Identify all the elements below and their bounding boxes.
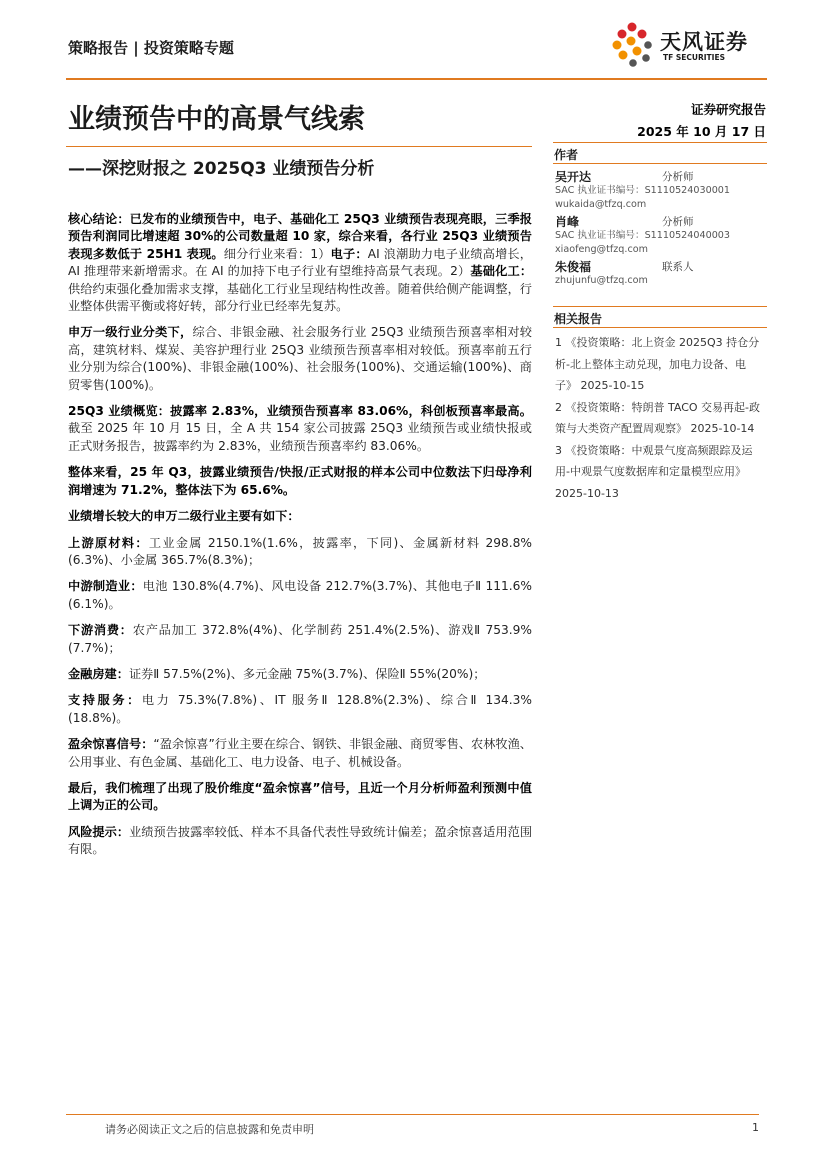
related-report-item[interactable]: 1 《投资策略：北上资金 2025Q3 持仓分析-北上整体主动兑现，加电力设备、电子》 2025-10-15 [555, 336, 760, 392]
title-divider [66, 146, 532, 147]
paragraph [68, 666, 532, 683]
bold-text: 上游原材料： [68, 535, 149, 550]
paragraph [68, 780, 532, 815]
author-sac: SAC 执业证书编号：S1110524030001 [555, 185, 731, 196]
author-role: 分析师 [662, 171, 694, 183]
bold-text: 金融房建： [68, 666, 129, 681]
body-text: 电池 130.8%(4.7%)、风电设备 212.7%(3.7%)、其他电子Ⅱ 111.6%(6.1%)。 [68, 579, 533, 611]
author-block [555, 259, 767, 288]
page-number: 1 [752, 1121, 759, 1134]
paragraph [68, 508, 532, 525]
sidebar-divider [553, 163, 767, 164]
core-conclusion [68, 211, 532, 315]
author-email[interactable]: xiaofeng@tfzq.com [555, 244, 648, 255]
bold-text: 下游消费： [68, 623, 133, 638]
body-text: 供给约束强化叠加需求支撑，基础化工行业呈现结构性改善。随着供给侧产能调整，行业整体供需平衡或将好转，部分行业已经率先复苏。 [68, 281, 532, 314]
paragraph [68, 692, 532, 727]
bold-text: 风险提示： [68, 824, 130, 839]
bold-text: 盈余惊喜信号： [68, 737, 154, 752]
author-block [555, 169, 767, 212]
sidebar-divider [553, 142, 767, 143]
report-date: 2025 年 10 月 17 日 [637, 124, 766, 139]
author-name: 朱俊福 [555, 260, 592, 274]
bold-text: 基础化工： [470, 264, 533, 279]
bold-text: 支持服务： [68, 693, 142, 708]
body-text: 业绩预告披露率较低、样本不具备代表性导致统计偏差；盈余惊喜适用范围有限。 [68, 824, 533, 857]
main-content [68, 211, 532, 868]
report-category: 策略报告 | 投资策略专题 [68, 39, 234, 57]
author-block [555, 214, 767, 257]
author-role: 分析师 [662, 216, 694, 228]
company-logo [610, 21, 760, 69]
paragraph [68, 403, 532, 455]
risk-warning [68, 824, 532, 859]
author-name: 肖峰 [555, 215, 580, 229]
related-report-item[interactable]: 3 《投资策略：中观景气度高频跟踪及运用-中观景气度数据库和定量模型应用》 2025-10-13 [555, 443, 753, 500]
related-report-item[interactable]: 2 《投资策略：特朗普 TACO 交易再起-政策与大类资产配置周观察》 2025-10-14 [555, 400, 760, 435]
paragraph [68, 622, 532, 657]
authors-heading: 作者 [554, 148, 579, 162]
bold-text: 申万一级行业分类下， [68, 325, 193, 340]
bold-text: 中游制造业： [68, 579, 143, 594]
logo-mark-icon [610, 21, 658, 69]
paragraph [68, 535, 532, 570]
page-title: 业绩预告中的高景气线索 [68, 104, 365, 135]
related-reports-list [555, 332, 767, 504]
body-text: 截至 2025 年 10 月 15 日，全 A 共 154 家公司披露 25Q3 业绩预告或业绩快报或正式财务报告，披露率约为 2.83%，业绩预告预喜率约 83.06%。 [68, 421, 532, 453]
bold-text: 核心结论：已发布的业绩预告中，电子、基础化工 25Q3 业绩预告表现亮眼，三季报预告利润同比增速超 30%的公司数量超 10 家，综合来看，各行业 25Q3 业绩预告表现多数低于 25H1 表现。 [68, 212, 532, 261]
footer-divider [66, 1114, 759, 1115]
sidebar-divider [553, 306, 767, 307]
author-email[interactable]: wukaida@tfzq.com [555, 199, 647, 210]
sidebar-divider [553, 327, 767, 328]
bold-text: 最后，我们梳理了出现了股价维度“盈余惊喜”信号，且近一个月分析师盈利预测中值上调为正的公司。 [68, 780, 532, 813]
logo-text-en: TF SECURITIES [663, 53, 725, 62]
body-text: 细分行业来看：1） [223, 246, 331, 261]
footer-disclaimer: 请务必阅读正文之后的信息披露和免责申明 [105, 1123, 314, 1136]
body-text: 工业金属 2150.1%(1.6%，披露率，下同)、金属新材料 298.8%(6.3%)、小金属 365.7%(8.3%)； [68, 535, 533, 567]
body-text: 综合、非银金融、社会服务行业 25Q3 业绩预告预喜率相对较高，建筑材料、煤炭、美容护理行业 25Q3 业绩预告预喜率相对较低。预喜率前五行业分别为综合(100%)、非银金融(100%)、社会服务(100%)、交通运输(100%)、商贸零售(100%)。 [68, 325, 532, 392]
body-text: 电力 75.3%(7.8%)、IT 服务Ⅱ 128.8%(2.3%)、综合Ⅱ 134.3%(18.8%)。 [68, 693, 533, 725]
page-subtitle: ——深挖财报之 2025Q3 业绩预告分析 [68, 159, 375, 179]
related-heading: 相关报告 [554, 312, 603, 326]
author-sac: SAC 执业证书编号：S1110524040003 [555, 230, 731, 241]
body-text: AI 浪潮助力电子业绩高增长，AI 推理带来新增需求。在 AI 的加持下电子行业有望维持高景气表现。2） [68, 246, 532, 279]
body-text: 证券Ⅱ 57.5%(2%)、多元金融 75%(3.7%)、保险Ⅱ 55%(20%)； [128, 666, 486, 681]
paragraph [68, 578, 532, 613]
body-text: “盈余惊喜”行业主要在综合、钢铁、非银金融、商贸零售、农林牧渔、公用事业、有色金属、基础化工、电力设备、电子、机械设备。 [68, 737, 532, 769]
bold-text: 25Q3 业绩概览：披露率 2.83%，业绩预告预喜率 83.06%，科创板预喜率最高。 [68, 404, 532, 419]
bold-text: 电子： [330, 246, 368, 261]
bold-text: 业绩增长较大的申万二级行业主要有如下： [68, 509, 300, 524]
paragraph [68, 736, 532, 771]
author-email[interactable]: zhujunfu@tfzq.com [555, 275, 648, 286]
report-type: 证券研究报告 [690, 102, 766, 117]
logo-text: 天风证券 [660, 30, 748, 54]
paragraph [68, 464, 532, 499]
author-role: 联系人 [662, 261, 694, 273]
paragraph [68, 324, 532, 394]
bold-text: 整体来看，25 年 Q3，披露业绩预告/快报/正式财报的样本公司中位数法下归母净利润增速为 71.2%，整体法下为 65.6%。 [68, 465, 532, 497]
header-divider [66, 78, 767, 80]
body-text: 农产品加工 372.8%(4%)、化学制药 251.4%(2.5%)、游戏Ⅱ 753.9%(7.7%)； [68, 623, 532, 655]
author-name: 吴开达 [555, 170, 592, 184]
